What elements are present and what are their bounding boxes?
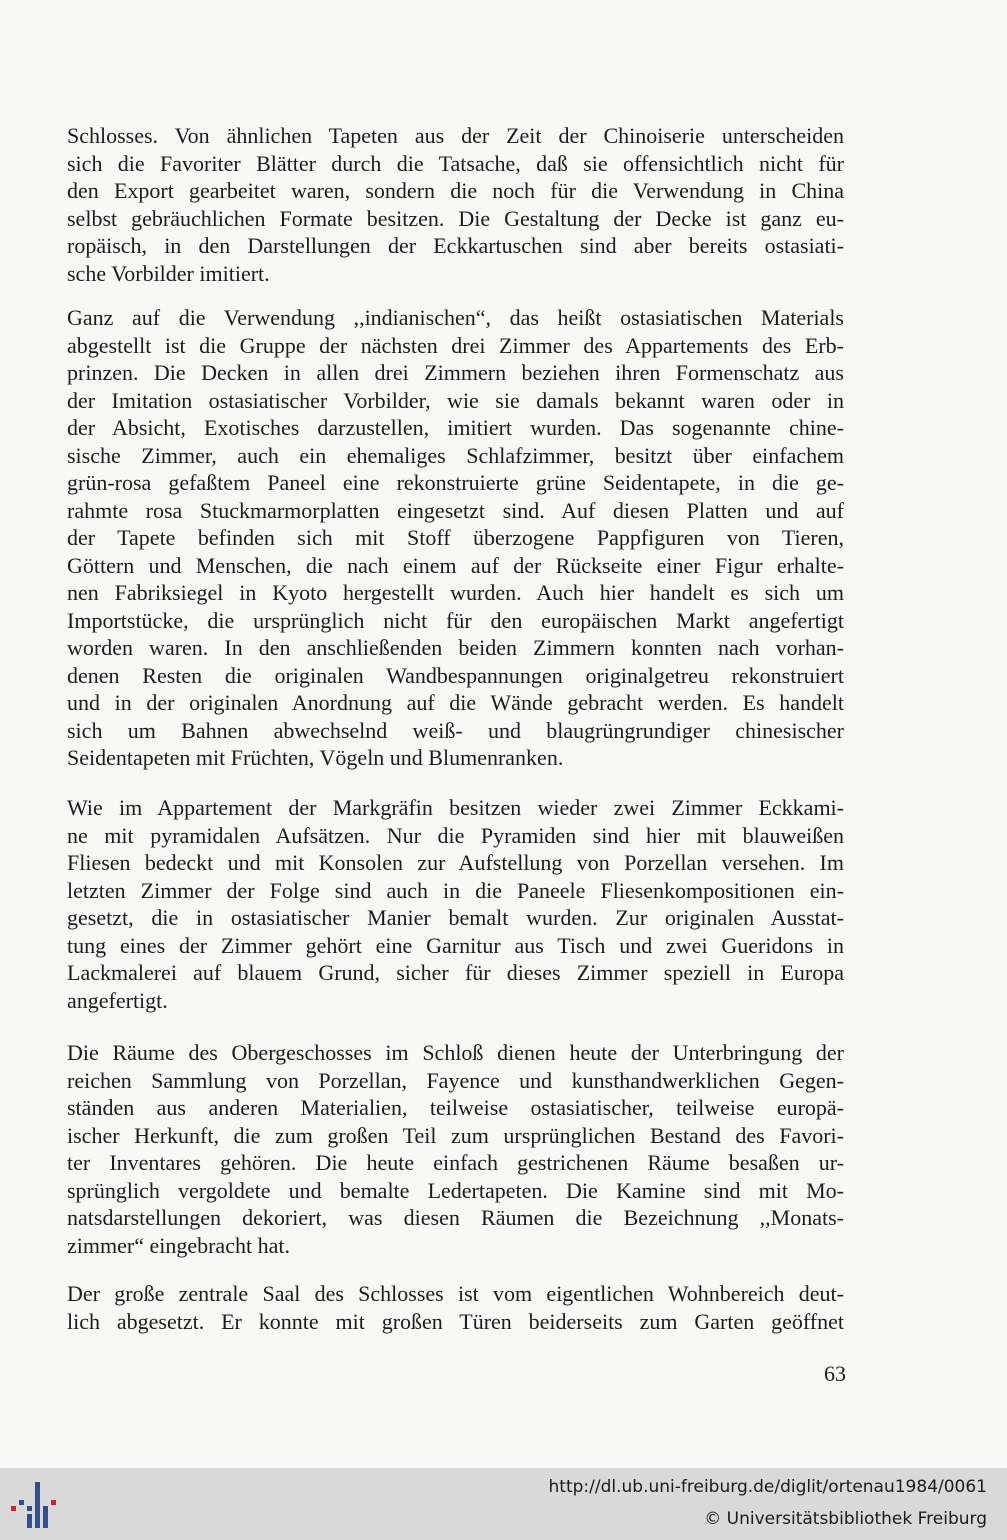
permalink-url[interactable]: http://dl.ub.uni-freiburg.de/diglit/ortenau1984/0061 bbox=[548, 1477, 987, 1497]
text-line: Seidentapeten mit Früchten, Vögeln und Blumenranken. bbox=[67, 745, 564, 770]
ub-freiburg-logo-icon bbox=[11, 1480, 63, 1532]
text-line: Lackmalerei auf blauem Grund, sicher für dieses Zimmer speziell in Europa bbox=[67, 960, 844, 985]
text-line: rahmte rosa Stuckmarmorplatten eingesetzt sind. Auf diesen Platten und auf bbox=[67, 497, 844, 523]
text-line: angefertigt. bbox=[67, 987, 168, 1013]
text-line: ischer Herkunft, die zum großen Teil zum ursprünglichen Bestand des Favori- bbox=[67, 1122, 844, 1148]
text-line: Die Räume des Obergeschosses im Schloß dienen heute der Unterbringung der bbox=[67, 1040, 844, 1065]
paragraph-1 bbox=[67, 122, 844, 287]
text-line: ropäisch, in den Darstellungen der Eckkartuschen sind aber bereits ostasiati- bbox=[67, 233, 844, 258]
text-line: Fliesen bedeckt und mit Konsolen zur Aufstellung von Porzellan versehen. Im bbox=[67, 850, 844, 875]
paragraph-2 bbox=[67, 304, 844, 772]
text-line: und in der originalen Anordnung auf die Wände gebracht werden. Es handelt bbox=[67, 690, 844, 715]
text-line: letzten Zimmer der Folge sind auch in die Paneele Fliesenkompositionen ein- bbox=[67, 877, 844, 903]
text-line: abgestellt ist die Gruppe der nächsten drei Zimmer des Appartements des Erb- bbox=[67, 332, 844, 358]
text-line: worden waren. In den anschließenden beiden Zimmern konnten nach vorhan- bbox=[67, 635, 844, 660]
text-line: der Tapete befinden sich mit Stoff überzogene Pappfiguren von Tieren, bbox=[67, 525, 844, 550]
text-line: sche Vorbilder imitiert. bbox=[67, 260, 270, 286]
text-line: Wie im Appartement der Markgräfin besitzen wieder zwei Zimmer Eckkami- bbox=[67, 795, 844, 820]
text-line: Schlosses. Von ähnlichen Tapeten aus der Zeit der Chinoiserie unterscheiden bbox=[67, 123, 844, 148]
text-line: Göttern und Menschen, die nach einem auf der Rückseite einer Figur erhalte- bbox=[67, 552, 844, 578]
footer-bar bbox=[0, 1468, 1007, 1540]
text-line: tung eines der Zimmer gehört eine Garnitur aus Tisch und zwei Gueridons in bbox=[67, 932, 844, 958]
text-line: lich abgesetzt. Er konnte mit großen Türen beiderseits zum Garten geöffnet bbox=[67, 1308, 844, 1334]
paragraph-5 bbox=[67, 1280, 844, 1335]
text-line: selbst gebräuchlichen Formate besitzen. Die Gestaltung der Decke ist ganz eu- bbox=[67, 205, 844, 231]
text-line: natsdarstellungen dekoriert, was diesen Räumen die Bezeichnung ,,Monats- bbox=[67, 1205, 844, 1230]
text-line: reichen Sammlung von Porzellan, Fayence und kunsthandwerklichen Gegen- bbox=[67, 1067, 844, 1093]
text-line: sische Zimmer, auch ein ehemaliges Schlafzimmer, besitzt über einfachem bbox=[67, 442, 844, 468]
text-line: nen Fabriksiegel in Kyoto hergestellt wurden. Auch hier handelt es sich um bbox=[67, 580, 844, 605]
paragraph-4 bbox=[67, 1039, 844, 1259]
text-line: sprünglich vergoldete und bemalte Ledertapeten. Die Kamine sind mit Mo- bbox=[67, 1177, 844, 1203]
text-line: ter Inventares gehören. Die heute einfach gestrichenen Räume besaßen ur- bbox=[67, 1150, 844, 1175]
text-line: denen Resten die originalen Wandbespannungen originalgetreu rekonstruiert bbox=[67, 662, 844, 688]
text-line: der Imitation ostasiatischer Vorbilder, wie sie damals bekannt waren oder in bbox=[67, 387, 844, 413]
text-line: prinzen. Die Decken in allen drei Zimmern beziehen ihren Formenschatz aus bbox=[67, 360, 844, 385]
text-line: gesetzt, die in ostasiatischer Manier bemalt wurden. Zur originalen Ausstat- bbox=[67, 905, 844, 930]
text-line: sich um Bahnen abwechselnd weiß- und blaugrüngrundiger chinesischer bbox=[67, 717, 844, 743]
text-line: der Absicht, Exotisches darzustellen, imitiert wurden. Das sogenannte chine- bbox=[67, 415, 844, 440]
text-line: grün-rosa gefaßtem Paneel eine rekonstruierte grüne Seidentapete, in die ge- bbox=[67, 470, 844, 495]
text-line: Der große zentrale Saal des Schlosses ist vom eigentlichen Wohnbereich deut- bbox=[67, 1281, 844, 1306]
copyright-notice: © Universitätsbibliothek Freiburg bbox=[704, 1509, 987, 1529]
text-line: zimmer“ eingebracht hat. bbox=[67, 1232, 290, 1258]
text-line: Ganz auf die Verwendung ,,indianischen“, das heißt ostasiatischen Materials bbox=[67, 305, 844, 330]
text-line: Importstücke, die ursprünglich nicht für den europäischen Markt angefertigt bbox=[67, 607, 844, 633]
text-line: den Export gearbeitet waren, sondern die noch für die Verwendung in China bbox=[67, 178, 844, 203]
text-line: sich die Favoriter Blätter durch die Tatsache, daß sie offensichtlich nicht für bbox=[67, 150, 844, 176]
paragraph-3 bbox=[67, 794, 844, 1014]
text-line: ne mit pyramidalen Aufsätzen. Nur die Pyramiden sind hier mit blauweißen bbox=[67, 822, 844, 848]
page-number: 63 bbox=[824, 1361, 846, 1386]
text-line: ständen aus anderen Materialien, teilweise ostasiatischer, teilweise europä- bbox=[67, 1095, 844, 1120]
